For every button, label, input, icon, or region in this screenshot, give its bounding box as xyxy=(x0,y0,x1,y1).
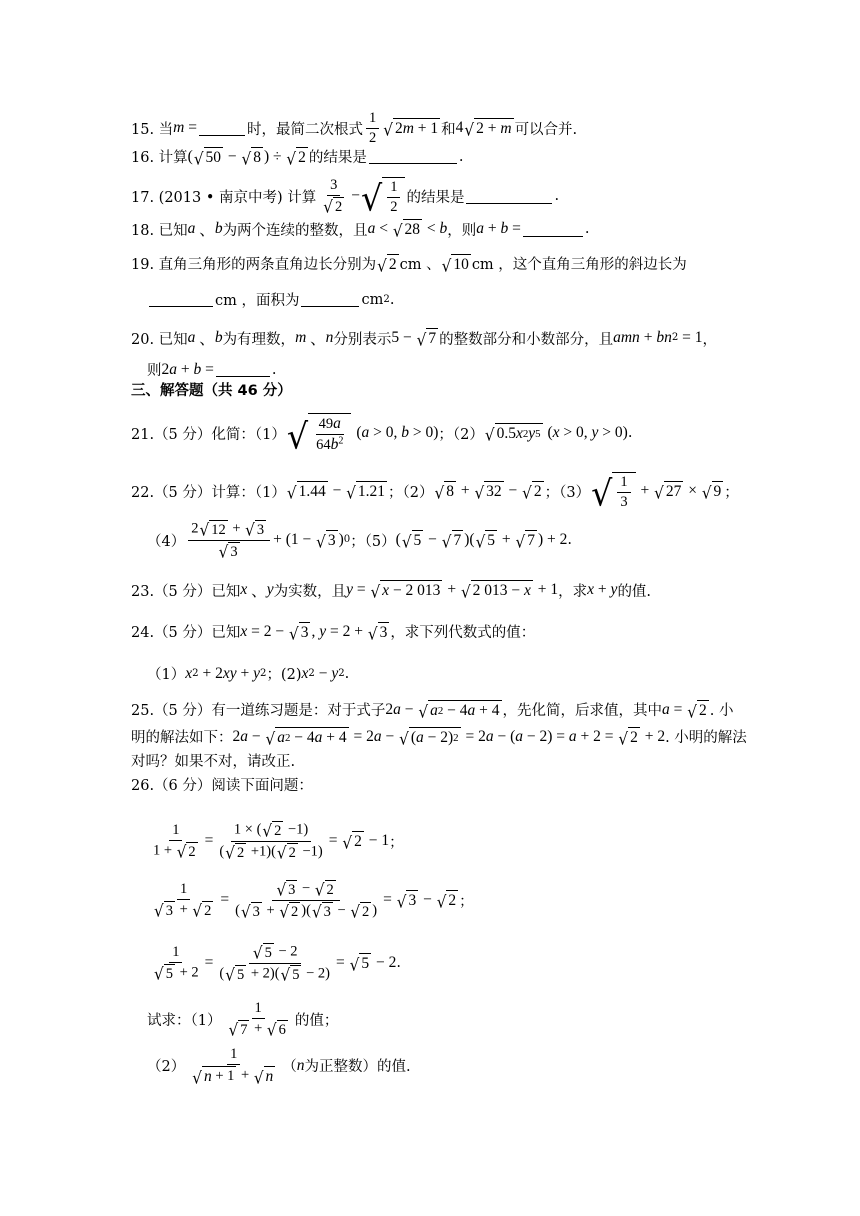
q26-text: 26.（6 分）阅读下面问题： xyxy=(131,778,313,794)
question-26 xyxy=(131,774,820,795)
question-16: 16. 计算 ( √ 50 − √ 8 ) ÷ √ 2 的结果是 . xyxy=(131,147,464,169)
q20-text: 为有理数， xyxy=(222,331,296,348)
q17-text: . xyxy=(554,188,560,205)
q16-text: 16. 计算 xyxy=(131,150,188,166)
q18-text: ，则 xyxy=(447,222,477,239)
q26-text: . xyxy=(396,955,401,972)
q19-text: 19. 直角三角形的两条直角边长分别为 xyxy=(131,257,377,273)
question-19-cont: cm ，面积为 cm 2 . xyxy=(147,289,820,310)
q15-text: 时，最简二次根式 xyxy=(247,121,363,138)
q21-text: ；（2） xyxy=(438,426,484,443)
q21-text: 21.（5 分）化简：（1） xyxy=(131,426,286,443)
q15-text: 15. 当 xyxy=(131,121,174,138)
q22-text: ；（5） xyxy=(350,533,396,550)
question-25-cont: 明的解法如下： 2 a − √ a 2 − 4 a + 4 = 2 a − √ ( a − 2) 2 = 2 a − ( a − 2) = a + 2 = √ 2 + 2 . 小明的解法 xyxy=(131,727,747,749)
q22-text: ；（2） xyxy=(388,484,434,501)
answer-blank xyxy=(369,149,457,164)
q20-text: ， xyxy=(702,331,718,348)
q19-text: cm ，这个直角三角形的斜边长为 xyxy=(471,257,687,273)
q26-text: （2） xyxy=(147,1059,186,1076)
question-25-cont2 xyxy=(131,750,820,771)
q26-text: ； xyxy=(459,893,474,910)
answer-blank xyxy=(216,362,270,377)
q20-text: 的整数部分和小数部分，且 xyxy=(439,331,614,348)
q19-text: cm ，面积为 xyxy=(215,293,300,309)
q25-text: ，先化简，后求值，其中 xyxy=(502,703,663,719)
q23-text: ，求 xyxy=(558,583,588,600)
question-21: 21.（5 分）化简：（1） √ $\frac{49a}{64b^2}$ (a > 0, b > 0) ；（2） √ 0.5 x 2 y 5 (x > 0, y > 0) . xyxy=(131,415,633,458)
q26-text: 试求：（1） xyxy=(147,1012,222,1029)
question-17: 17. (2013 • 南京中考) 计算 3 √ 2 − √ $\frac{1}{2}$ 的结果是 . xyxy=(131,177,560,220)
q20-text: . xyxy=(271,361,277,378)
q19-text: cm xyxy=(361,291,384,308)
q17-text: 17. (2013 • 南京中考) 计算 xyxy=(131,189,317,206)
answer-blank xyxy=(199,121,245,136)
question-23: 23.（5 分）已知 x 、 y 为实数，且 y = √ x − 2 013 + √ 2 013 − x + 1 ，求 x + y 的值. xyxy=(131,581,652,602)
question-24: 24.（5 分）已知 x = 2 − √ 3 , y = 2 + √ 3 ，求下列代数式的值： xyxy=(131,622,536,644)
q26-text: 为正整数）的值. xyxy=(304,1059,411,1076)
q25-text: 25.（5 分）有一道练习题是：对于式子 xyxy=(131,703,386,719)
q23-text: 的值. xyxy=(617,583,652,600)
q26-example-1: 1 1 + √ 2 = 1 × ( √ 2 −1) ( √ 2 +1)( √ 2 −1) = √ 2 − 1 ； xyxy=(153,821,404,864)
q26-text: ； xyxy=(389,834,404,851)
question-25: 25.（5 分）有一道练习题是：对于式子 2 a − √ a 2 − 4 a + 4 ，先化简，后求值，其中 a = √ 2 . 小 xyxy=(131,700,734,722)
question-18: 18. 已知 a 、 b 为两个连续的整数，且 a < √ 28 < b ，则 a + b = . xyxy=(131,220,590,241)
q25-text: . 小 xyxy=(709,703,734,719)
question-22: 22.（5 分）计算：（1） √ 1.44 − √ 1.21 ；（2） √ 8 + √ 32 − √ 2 ；（3） √ $\frac{1}{3}$ + √ 27 × √ 9 ； xyxy=(131,473,739,515)
q24-text: . xyxy=(344,665,350,682)
q22-text: （4） xyxy=(147,533,186,550)
q26-text: （ xyxy=(282,1059,297,1076)
q24-text: （1） xyxy=(147,667,186,683)
q26-task-1: 试求：（1） 1 √ 7 + √ 6 的值； xyxy=(147,1000,339,1041)
question-15: 15. 当 m = 时，最简二次根式 $\frac{1}{2}$ √ 2 m + 1 和 4 √ 2 + m 可以合并. xyxy=(131,110,578,146)
q22-text: ；（3） xyxy=(544,484,591,501)
q18-text: 18. 已知 xyxy=(131,222,188,239)
q22-text: ； xyxy=(724,484,739,501)
question-20: 20. 已知 a 、 b 为有理数， m 、 n 分别表示 5 − √ 7 的整数部分和小数部分，且 amn + bn 2 = 1 ， xyxy=(131,329,718,350)
q21-text: . xyxy=(627,425,633,442)
question-19: 19. 直角三角形的两条直角边长分别为 √ 2 cm 、 √ 10 cm ，这个直角三角形的斜边长为 xyxy=(131,253,820,274)
q23-text: 为实数，且 xyxy=(273,583,347,600)
section-heading: 三、解答题（共 46 分） xyxy=(131,383,292,399)
question-24-cont: （1） x 2 + 2 xy + y 2 ；(2) x 2 − y 2 . xyxy=(147,664,350,683)
q16-text: . xyxy=(458,148,464,165)
q15-text: 和 xyxy=(441,121,456,138)
q18-text: . xyxy=(584,221,590,237)
q19-text: cm 、 xyxy=(399,257,441,273)
q24-text: ；(2) xyxy=(266,667,302,683)
q20-text: 20. 已知 xyxy=(131,331,188,348)
q26-task-2: （2） 1 √ n + 1 + √ n （ n 为正整数）的值. xyxy=(147,1046,411,1088)
question-20-cont: 则 2 a + b = . xyxy=(147,360,277,379)
q26-example-3: 1 √ 5 + 2 = √ 5 − 2 ( √ 5 + 2)( √ 5 − 2) = √ 5 − 2 . xyxy=(154,943,401,986)
q15-text: 可以合并. xyxy=(514,121,578,138)
question-22-cont: （4） 2 √ 12 + √ 3 √ 3 + (1 − √ 3 ) 0 ；（5） ( √ 5 − √ 7 )( √ 5 + √ 7 ) + 2 . xyxy=(147,520,572,563)
q25-text: 对吗？如果不对，请改正. xyxy=(131,754,296,770)
q17-text: 的结果是 xyxy=(406,189,465,206)
q20-text: 分别表示 xyxy=(333,331,392,348)
q26-example-2: 1 √ 3 + √ 2 = √ 3 − √ 2 ( √ 3 + √ 2 )( √ 3 − √ 2 ) = √ 3 − √ 2 ； xyxy=(154,880,474,923)
q25-text: 明的解法如下： xyxy=(131,730,233,746)
q24-text: 24.（5 分）已知 xyxy=(131,625,241,641)
q24-text: ，求下列代数式的值： xyxy=(390,625,536,641)
q16-text: 的结果是 xyxy=(308,150,367,166)
q22-text: 22.（5 分）计算：（1） xyxy=(131,484,286,501)
answer-blank xyxy=(466,189,552,204)
q22-text: . xyxy=(567,532,572,549)
answer-blank xyxy=(149,292,213,307)
q23-text: 23.（5 分）已知 xyxy=(131,583,241,600)
q18-text: 为两个连续的整数，且 xyxy=(222,222,368,239)
answer-blank xyxy=(301,292,359,307)
q20-text: 则 xyxy=(147,363,162,379)
q26-text: 的值； xyxy=(294,1012,339,1029)
answer-blank xyxy=(523,222,583,237)
q25-text: . 小明的解法 xyxy=(665,730,747,746)
